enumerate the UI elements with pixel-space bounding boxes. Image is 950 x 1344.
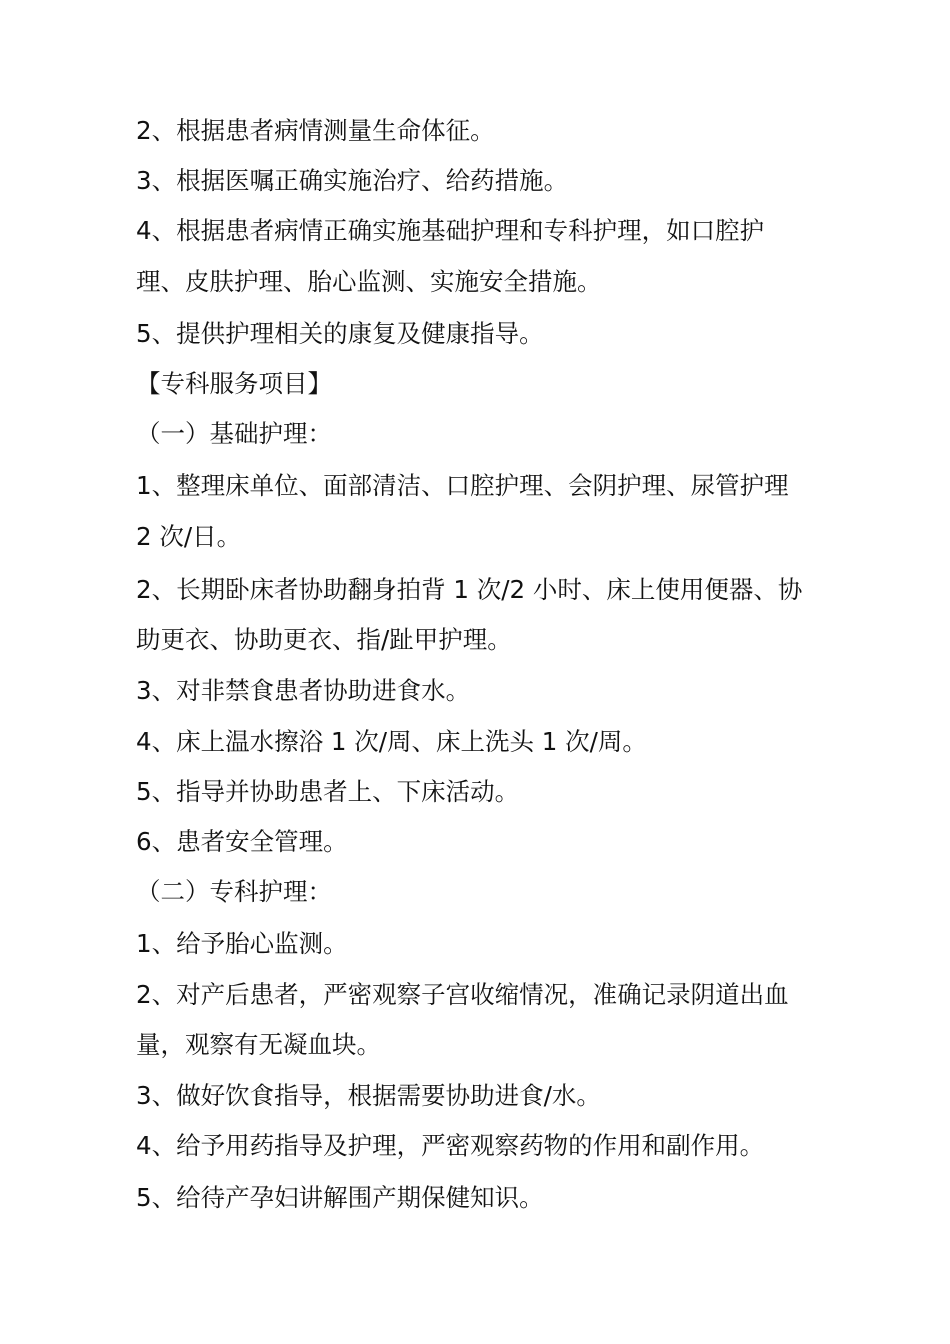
text-line: 6、患者安全管理。	[136, 827, 348, 856]
text-line: 4、给予用药指导及护理，严密观察药物的作用和副作用。	[136, 1131, 765, 1160]
text-line: 5、指导并协助患者上、下床活动。	[136, 777, 520, 806]
text-line: 量，观察有无凝血块。	[136, 1030, 381, 1059]
text-line: 1、给予胎心监测。	[136, 929, 348, 958]
text-line: 5、给待产孕妇讲解围产期保健知识。	[136, 1183, 544, 1212]
text-line: 4、床上温水擦浴 1 次/周、床上洗头 1 次/周。	[136, 727, 647, 756]
text-line: 2、根据患者病情测量生命体征。	[136, 116, 495, 145]
text-line: 1、整理床单位、面部清洁、口腔护理、会阴护理、尿管护理	[136, 471, 789, 500]
text-line: 2、对产后患者，严密观察子宫收缩情况，准确记录阴道出血	[136, 980, 789, 1009]
text-line: 理、皮肤护理、胎心监测、实施安全措施。	[136, 267, 602, 296]
subsection-heading: （二）专科护理：	[136, 877, 332, 906]
text-line: 助更衣、协助更衣、指/趾甲护理。	[136, 625, 512, 654]
text-line: 3、根据医嘱正确实施治疗、给药措施。	[136, 166, 569, 195]
text-line: 2、长期卧床者协助翻身拍背 1 次/2 小时、床上使用便器、协	[136, 575, 803, 604]
text-line: 5、提供护理相关的康复及健康指导。	[136, 319, 544, 348]
subsection-heading: （一）基础护理：	[136, 419, 332, 448]
text-line: 3、做好饮食指导，根据需要协助进食/水。	[136, 1081, 601, 1110]
text-line: 2 次/日。	[136, 522, 242, 551]
text-line: 4、根据患者病情正确实施基础护理和专科护理，如口腔护	[136, 216, 765, 245]
section-heading: 【专科服务项目】	[136, 369, 332, 398]
text-line: 3、对非禁食患者协助进食水。	[136, 676, 471, 705]
